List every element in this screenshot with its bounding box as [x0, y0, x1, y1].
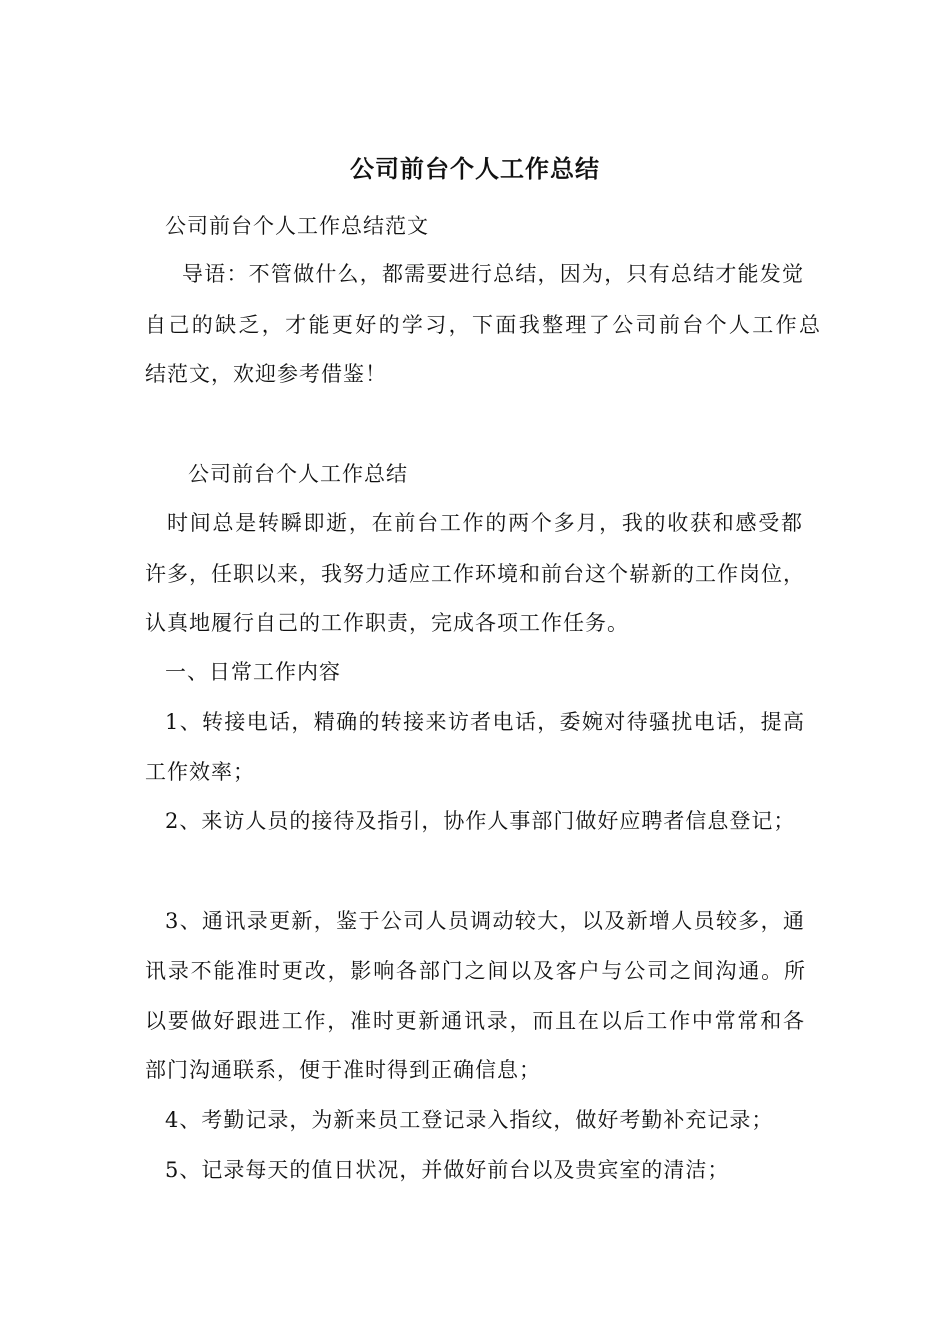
- intro-line-1: 导语：不管做什么，都需要进行总结，因为，只有总结才能发觉: [182, 262, 804, 286]
- item-5: 5、记录每天的值日状况，并做好前台以及贵宾室的清洁；: [165, 1158, 730, 1182]
- opening-line-3: 认真地履行自己的工作职责，完成各项工作任务。: [145, 611, 629, 635]
- item-3-line-2: 讯录不能准时更改，影响各部门之间以及客户与公司之间沟通。所: [145, 959, 806, 983]
- item-2: 2、来访人员的接待及指引，协作人事部门做好应聘者信息登记；: [165, 809, 796, 833]
- item-1-line-2: 工作效率；: [145, 760, 255, 784]
- part-one-heading: 一、日常工作内容: [165, 660, 341, 684]
- document-title: 公司前台个人工作总结: [350, 154, 600, 183]
- intro-line-2: 自己的缺乏，才能更好的学习，下面我整理了公司前台个人工作总: [145, 313, 821, 337]
- item-3-line-3: 以要做好跟进工作，准时更新通讯录，而且在以后工作中常常和各: [145, 1009, 805, 1033]
- section-heading: 公司前台个人工作总结: [188, 462, 408, 486]
- item-4: 4、考勤记录，为新来员工登记录入指纹，做好考勤补充记录；: [165, 1108, 774, 1132]
- opening-line-1: 时间总是转瞬即逝，在前台工作的两个多月，我的收获和感受都: [167, 511, 803, 535]
- item-3-line-1: 3、通讯录更新，鉴于公司人员调动较大，以及新增人员较多，通: [165, 909, 805, 933]
- item-1-line-1: 1、转接电话，精确的转接来访者电话，委婉对待骚扰电话，提高: [165, 710, 805, 734]
- document-subtitle: 公司前台个人工作总结范文: [165, 214, 429, 238]
- item-3-line-4: 部门沟通联系，便于准时得到正确信息；: [145, 1058, 541, 1082]
- intro-line-3: 结范文，欢迎参考借鉴！: [145, 362, 387, 386]
- opening-line-2: 许多，任职以来，我努力适应工作环境和前台这个崭新的工作岗位，: [145, 562, 805, 586]
